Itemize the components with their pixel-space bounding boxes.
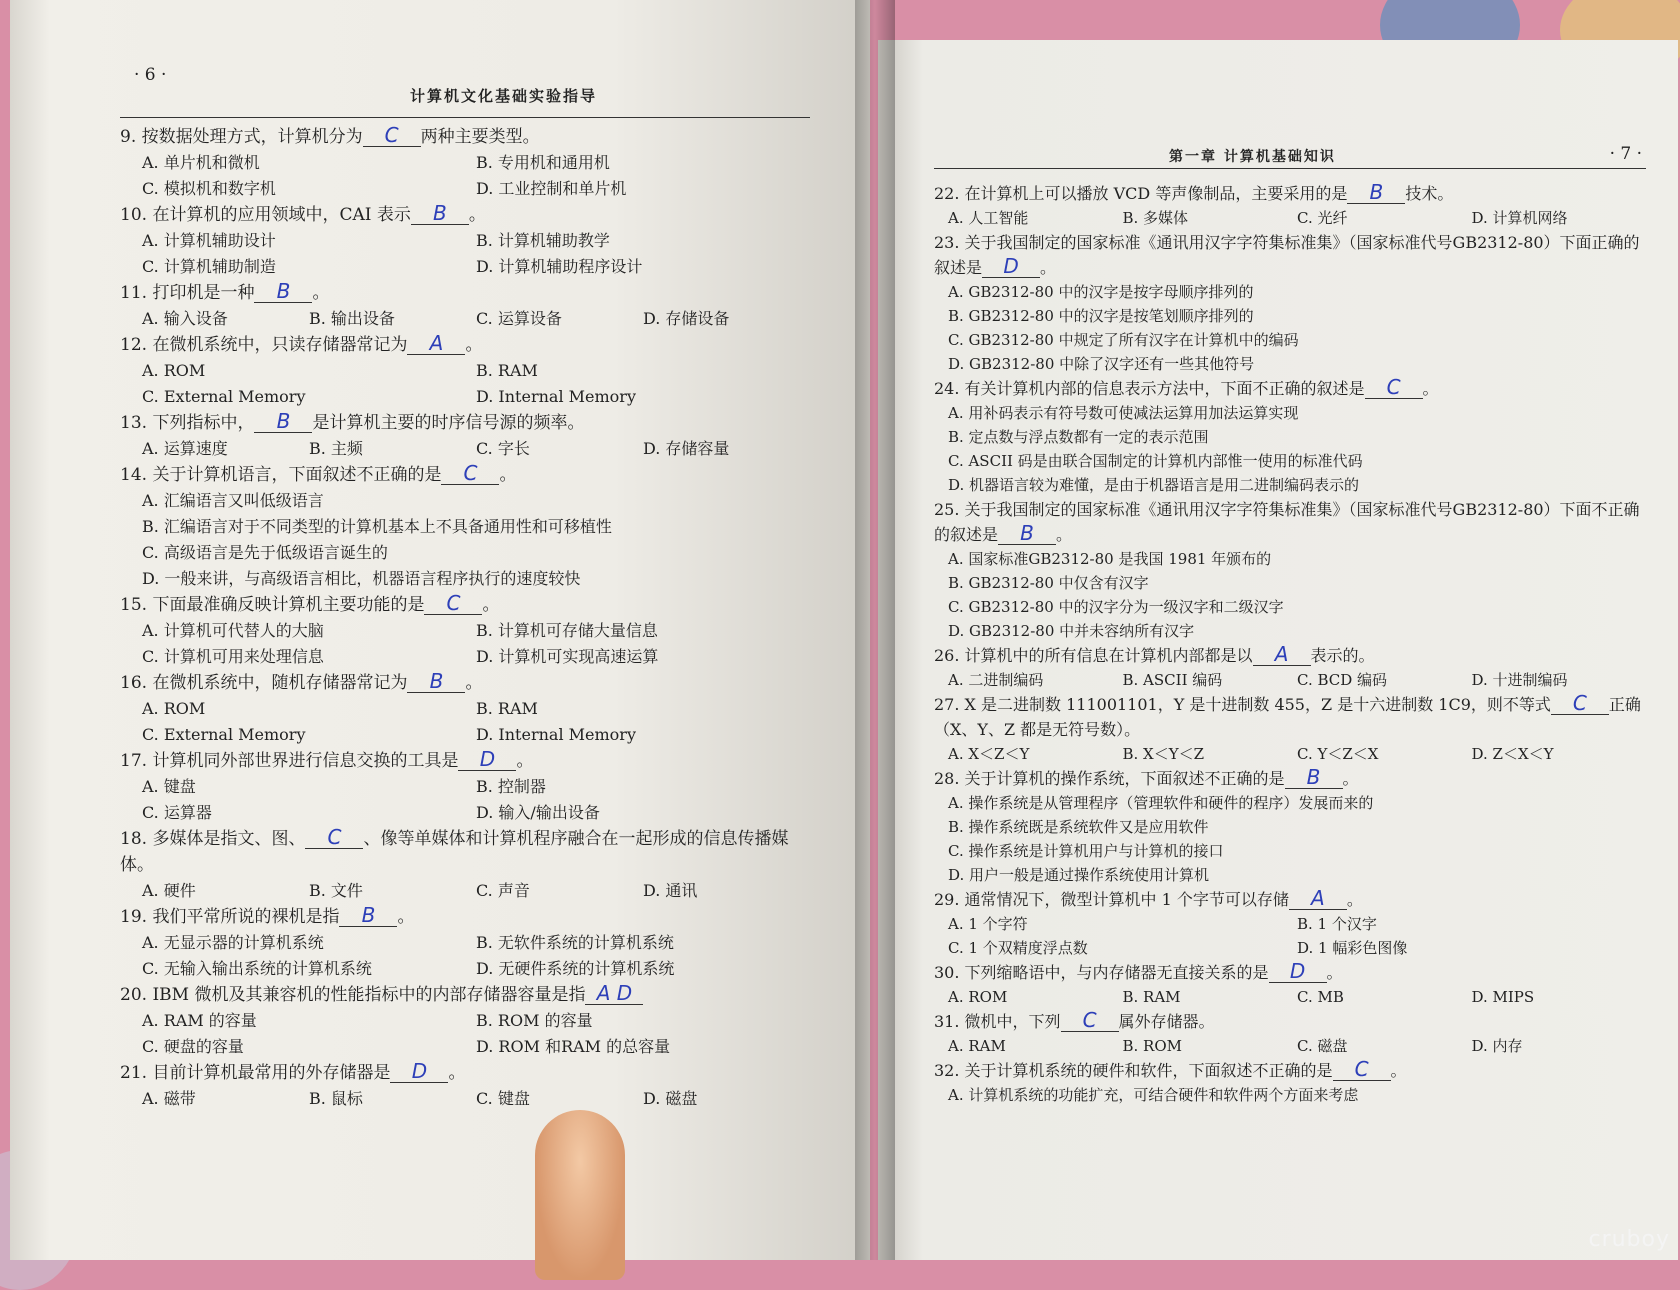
option: C. ASCII 码是由联合国制定的计算机内部惟一使用的标准代码 [948,452,1363,470]
option: D. 用户一般是通过操作系统使用计算机 [948,866,1210,884]
options-grid [120,618,810,670]
question-stem [934,230,1646,280]
stem-text: 。 [482,595,500,615]
handwritten-answer: B [254,280,312,303]
option: D. 计算机可实现高速运算 [476,647,659,666]
question-stem [120,124,810,150]
question-stem [934,1058,1646,1083]
handwritten-answer: B [998,522,1056,545]
options-grid [120,774,810,826]
page-number: · 6 · [134,65,167,85]
question-stem [120,670,810,696]
option: B. 1 个汉字 [1297,915,1377,933]
option: B. ROM [1122,1037,1183,1055]
handwritten-answer: C [1551,692,1609,715]
stem-text: 两种主要类型。 [420,127,540,147]
option: C. MB [1297,988,1344,1006]
option: D. 十进制编码 [1471,671,1568,689]
option: A. 汇编语言又叫低级语言 [142,491,324,510]
option: B. 专用机和通用机 [476,153,610,172]
question-stem [120,202,810,228]
handwritten-answer: B [339,904,397,927]
option: C. 计算机辅助制造 [142,257,276,276]
stem-text: 30. 下列缩略语中，与内存储器无直接关系的是 [934,963,1269,982]
option: A. 1 个字符 [948,915,1028,933]
stem-text: 。 [499,465,517,485]
option: C. 操作系统是计算机用户与计算机的接口 [948,842,1224,860]
handwritten-answer: D [1269,960,1327,983]
handwritten-answer: A [1289,887,1347,910]
stem-text: 22. 在计算机上可以播放 VCD 等声像制品，主要采用的是 [934,184,1348,203]
option: A. GB2312-80 中的汉字是按字母顺序排列的 [948,283,1254,301]
question-stem [120,748,810,774]
stem-text: 19. 我们平常所说的裸机是指 [120,907,340,927]
handwritten-answer: B [254,410,312,433]
options-grid [934,1034,1646,1058]
options-grid [934,985,1646,1009]
option: D. 磁盘 [643,1089,698,1108]
left-page [10,0,870,1260]
options-grid [120,930,810,982]
options-grid [934,912,1646,960]
question-stem [934,692,1646,742]
option: B. GB2312-80 中仅含有汉字 [948,574,1149,592]
handwritten-answer: C [424,592,482,615]
stem-text: 16. 在微机系统中，随机存储器常记为 [120,673,408,693]
stem-text: 14. 关于计算机语言，下面叙述不正确的是 [120,465,442,485]
running-title: 第一章 计算机基础知识 [1169,149,1336,165]
stem-text: 25. 关于我国制定的国家标准《通讯用汉字字符集标准集》（国家标准代号GB2312-80）下面不正确的叙述是 [934,500,1640,544]
options-grid [120,150,810,202]
options-grid [120,1008,810,1060]
stem-text: 32. 关于计算机系统的硬件和软件，下面叙述不正确的是 [934,1061,1333,1080]
option: A. 计算机系统的功能扩充，可结合硬件和软件两个方面来考虑 [948,1086,1359,1104]
options-grid [120,878,810,904]
running-title: 计算机文化基础实验指导 [410,87,598,105]
page-header [934,140,1646,169]
option: A. 计算机可代替人的大脑 [142,621,324,640]
options-grid [934,280,1646,376]
stem-text: 。 [516,751,534,771]
option: D. MIPS [1471,988,1535,1006]
question-stem [120,592,810,618]
option: C. 模拟机和数字机 [142,179,276,198]
option: D. Internal Memory [476,725,636,744]
option: B. ASCII 编码 [1122,671,1223,689]
option: B. 无软件系统的计算机系统 [476,933,674,952]
stem-text: 11. 打印机是一种 [120,283,255,303]
option: B. 输出设备 [309,309,395,328]
stem-text: 正确（X、Y、Z 都是无符号数）。 [934,695,1641,739]
option: A. 无显示器的计算机系统 [142,933,324,952]
option: A. RAM 的容量 [142,1011,257,1030]
question-list [120,124,810,1112]
options-grid [934,742,1646,766]
stem-text: 20. IBM 微机及其兼容机的性能指标中的内部存储器容量是指 [120,985,586,1005]
options-grid [934,401,1646,497]
option: B. RAM [1122,988,1181,1006]
handwritten-answer: C [363,124,421,147]
stem-text: 、像等单媒体和计算机程序融合在一起形成的信息传播媒体。 [120,829,789,875]
options-grid [120,228,810,280]
option: C. 光纤 [1297,209,1348,227]
handwritten-answer: D [458,748,516,771]
stem-text: 技术。 [1405,184,1454,203]
options-grid [120,488,810,592]
stem-text: 10. 在计算机的应用领域中，CAI 表示 [120,205,411,225]
stem-text: 。 [1422,379,1439,398]
option: B. 文件 [309,881,363,900]
stem-text: 26. 计算机中的所有信息在计算机内部都是以 [934,646,1253,665]
option: A. RAM [948,1037,1006,1055]
option: D. 存储容量 [643,439,730,458]
stem-text: 12. 在微机系统中，只读存储器常记为 [120,335,408,355]
stem-text: 。 [1390,1061,1407,1080]
option: B. 计算机可存储大量信息 [476,621,658,640]
page-number: · 7 · [1609,144,1642,164]
option: D. 机器语言较为难懂，是由于机器语言是用二进制编码表示的 [948,476,1360,494]
options-grid [934,1083,1646,1107]
option: B. 控制器 [476,777,546,796]
option: C. 键盘 [476,1089,530,1108]
handwritten-answer: C [441,462,499,485]
option: B. 汇编语言对于不同类型的计算机基本上不具备通用性和可移植性 [142,517,612,536]
handwritten-answer: A [1253,643,1311,666]
stem-text: 。 [1326,963,1343,982]
handwritten-answer: B [411,202,469,225]
option: A. X＜Z＜Y [948,745,1030,763]
handwritten-answer: D [390,1060,448,1083]
option: D. 通讯 [643,881,698,900]
question-stem [120,826,810,878]
question-stem [120,332,810,358]
options-grid [120,436,810,462]
option: B. 操作系统既是系统软件又是应用软件 [948,818,1209,836]
option: D. 1 幅彩色图像 [1297,939,1408,957]
stem-text: 。 [465,673,483,693]
stem-text: 。 [1342,769,1359,788]
stem-text: 。 [1346,890,1363,909]
stem-text: 24. 有关计算机内部的信息表示方法中，下面不正确的叙述是 [934,379,1365,398]
options-grid [120,1086,810,1112]
stem-text: 9. 按数据处理方式，计算机分为 [120,127,363,147]
stem-text: 。 [1040,258,1057,277]
options-grid [120,696,810,748]
stem-text: 是计算机主要的时序信号源的频率。 [312,413,585,433]
option: C. 1 个双精度浮点数 [948,939,1088,957]
question-stem [934,643,1646,668]
option: D. 无硬件系统的计算机系统 [476,959,675,978]
question-stem [120,982,810,1008]
option: A. 人工智能 [948,209,1029,227]
option: B. GB2312-80 中的汉字是按笔划顺序排列的 [948,307,1254,325]
options-grid [120,358,810,410]
options-grid [934,547,1646,643]
question-stem [120,1060,810,1086]
stem-text: 27. X 是二进制数 111001101，Y 是十进制数 455，Z 是十六进制数 1C9，则不等式 [934,695,1551,714]
option: C. 计算机可用来处理信息 [142,647,324,666]
question-stem [934,497,1646,547]
handwritten-answer: C [1061,1009,1119,1032]
options-grid [120,306,810,332]
handwritten-answer: D [982,255,1040,278]
option: D. Z＜X＜Y [1471,745,1554,763]
stem-text: 。 [312,283,330,303]
book-gutter [855,0,895,1260]
option: C. 运算器 [142,803,212,822]
option: D. ROM 和RAM 的总容量 [476,1037,671,1056]
option: D. Internal Memory [476,387,636,406]
option: C. 声音 [476,881,530,900]
stem-text: 15. 下面最准确反映计算机主要功能的是 [120,595,425,615]
question-stem [120,904,810,930]
stem-text: 表示的。 [1310,646,1375,665]
option: C. 硬盘的容量 [142,1037,244,1056]
stem-text: 17. 计算机同外部世界进行信息交换的工具是 [120,751,459,771]
option: A. ROM [948,988,1008,1006]
options-grid [934,206,1646,230]
option: B. 定点数与浮点数都有一定的表示范围 [948,428,1209,446]
option: C. 运算设备 [476,309,562,328]
stem-text: 29. 通常情况下，微型计算机中 1 个字节可以存储 [934,890,1289,909]
question-stem [120,462,810,488]
option: C. 无输入输出系统的计算机系统 [142,959,372,978]
handwritten-answer: A D [585,982,643,1005]
option: B. RAM [476,699,538,718]
stem-text: 。 [397,907,415,927]
option: B. X＜Y＜Z [1122,745,1205,763]
option: B. 多媒体 [1122,209,1189,227]
option: B. 主频 [309,439,363,458]
page-header [120,55,810,118]
option: C. 磁盘 [1297,1037,1348,1055]
stem-text: 。 [468,205,486,225]
stem-text: 属外存储器。 [1118,1012,1215,1031]
stem-text: 23. 关于我国制定的国家标准《通讯用汉字字符集标准集》（国家标准代号GB2312-80）下面正确的叙述是 [934,233,1640,277]
stem-text: 21. 目前计算机最常用的外存储器是 [120,1063,391,1083]
question-stem [934,766,1646,791]
option: C. External Memory [142,387,306,406]
stem-text: 31. 微机中，下列 [934,1012,1061,1031]
option: A. ROM [142,361,206,380]
option: A. 二进制编码 [948,671,1044,689]
option: C. GB2312-80 中的汉字分为一级汉字和二级汉字 [948,598,1284,616]
option: C. Y＜Z＜X [1297,745,1379,763]
option: A. ROM [142,699,206,718]
handwritten-answer: B [407,670,465,693]
question-stem [120,280,810,306]
question-stem [934,181,1646,206]
question-stem [934,960,1646,985]
option: A. 用补码表示有符号数可使减法运算用加法运算实现 [948,404,1299,422]
handwritten-answer: C [1333,1058,1391,1081]
stem-text: 18. 多媒体是指文、图、 [120,829,306,849]
option: D. GB2312-80 中并未容纳所有汉字 [948,622,1195,640]
option: A. 单片机和微机 [142,153,260,172]
option: D. 存储设备 [643,309,730,328]
option: D. GB2312-80 中除了汉字还有一些其他符号 [948,355,1255,373]
question-stem [120,410,810,436]
stem-text: 。 [1056,525,1073,544]
option: C. 字长 [476,439,530,458]
option: A. 键盘 [142,777,196,796]
option: B. RAM [476,361,538,380]
stem-text: 13. 下列指标中， [120,413,255,433]
question-stem [934,887,1646,912]
question-list [934,181,1646,1107]
options-grid [934,668,1646,692]
stem-text: 28. 关于计算机的操作系统，下面叙述不正确的是 [934,769,1285,788]
option: D. 输入/输出设备 [476,803,600,822]
option: D. 内存 [1471,1037,1523,1055]
thumb [535,1110,625,1280]
option: A. 输入设备 [142,309,228,328]
option: A. 国家标准GB2312-80 是我国 1981 年颁布的 [948,550,1272,568]
question-stem [934,376,1646,401]
option: D. 工业控制和单片机 [476,179,627,198]
option: B. ROM 的容量 [476,1011,593,1030]
stem-text: 。 [448,1063,466,1083]
handwritten-answer: C [305,826,363,849]
options-grid [934,791,1646,887]
option: A. 计算机辅助设计 [142,231,276,250]
question-stem [934,1009,1646,1034]
option: B. 鼠标 [309,1089,363,1108]
watermark: cruboy [1588,1227,1670,1252]
option: D. 一般来讲，与高级语言相比，机器语言程序执行的速度较快 [142,569,581,588]
handwritten-answer: A [407,332,465,355]
option: C. 高级语言是先于低级语言诞生的 [142,543,388,562]
stem-text: 。 [465,335,483,355]
option: D. 计算机辅助程序设计 [476,257,643,276]
right-page [878,40,1678,1260]
option: D. 计算机网络 [1471,209,1568,227]
option: C. GB2312-80 中规定了所有汉字在计算机中的编码 [948,331,1299,349]
option: C. BCD 编码 [1297,671,1388,689]
option: A. 运算速度 [142,439,228,458]
option: A. 磁带 [142,1089,196,1108]
handwritten-answer: C [1365,376,1423,399]
handwritten-answer: B [1347,181,1405,204]
option: A. 硬件 [142,881,196,900]
handwritten-answer: B [1285,766,1343,789]
option: C. External Memory [142,725,306,744]
option: A. 操作系统是从管理程序（管理软件和硬件的程序）发展而来的 [948,794,1374,812]
option: B. 计算机辅助教学 [476,231,610,250]
